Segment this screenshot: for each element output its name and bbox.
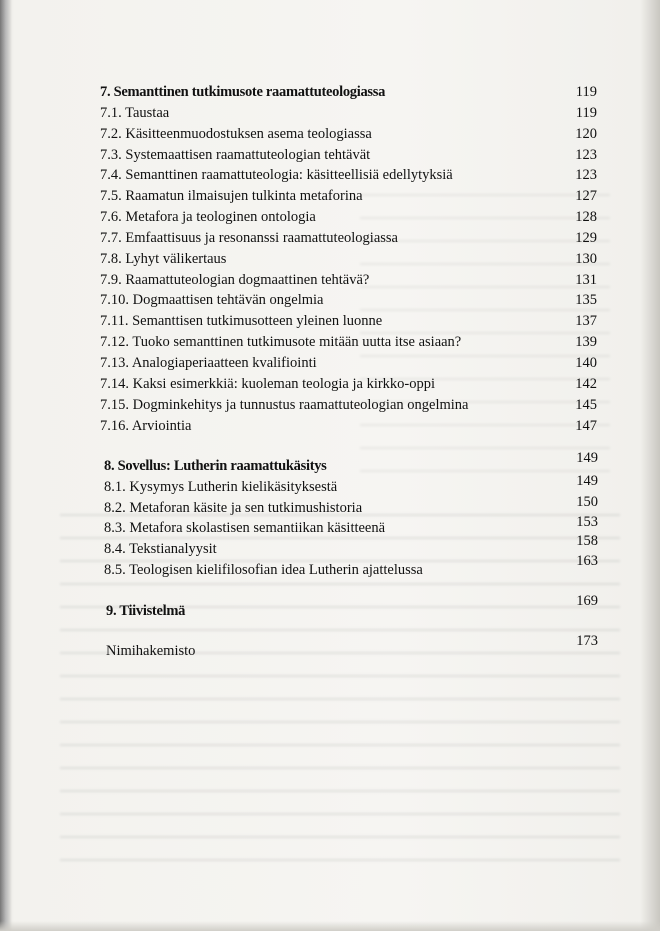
toc-entry-page: 145 — [575, 397, 597, 413]
toc-entry-title: 7.5. Raamatun ilmaisujen tulkinta metaforina — [100, 188, 363, 204]
toc-heading-page: 119 — [575, 84, 597, 100]
toc-entry-title: 7.7. Emfaattisuus ja resonanssi raamattuteologiassa — [100, 230, 398, 246]
toc-entry-title: 7.13. Analogiaperiaatteen kvalifiointi — [100, 355, 317, 371]
toc-entry — [0, 228, 660, 250]
toc-entry-title: 7.16. Arviointia — [100, 418, 192, 434]
toc-entry — [0, 332, 660, 354]
toc-entry-page: 123 — [575, 147, 597, 163]
toc-entry-title: 7.2. Käsitteenmuodostuksen asema teologiassa — [100, 126, 372, 142]
toc-heading-page: 149 — [576, 450, 598, 466]
toc-entry — [0, 416, 660, 438]
toc-entry-page: 140 — [575, 355, 597, 371]
toc-entry — [0, 353, 660, 375]
toc-heading-title: 8. Sovellus: Lutherin raamattukäsitys — [104, 458, 327, 474]
toc-entry — [0, 145, 660, 167]
toc-entry-page: 120 — [575, 126, 597, 142]
toc-entry — [0, 186, 660, 208]
toc-heading-page: 169 — [576, 593, 598, 609]
toc-entry-page: 147 — [575, 418, 597, 434]
toc-heading-index — [0, 633, 660, 663]
toc-entry-title: 7.3. Systemaattisen raamattuteologian tehtävät — [100, 147, 371, 163]
toc-entry-page: 130 — [575, 251, 597, 267]
toc-entry-page: 131 — [575, 272, 597, 288]
toc-entry-title: 7.6. Metafora ja teologinen ontologia — [100, 209, 316, 225]
toc-entry-page: 135 — [575, 292, 597, 308]
toc-entry — [0, 124, 660, 146]
toc-entry-title: 7.8. Lyhyt välikertaus — [100, 251, 227, 267]
toc-entry-title: 7.10. Dogmaattisen tehtävän ongelmia — [100, 292, 324, 308]
toc-entry-page: 128 — [575, 209, 597, 225]
toc-heading-7 — [0, 82, 660, 104]
toc-entry-page: 119 — [575, 105, 597, 121]
toc-entry-title: 7.12. Tuoko semanttinen tutkimusote mitään uutta itse asiaan? — [100, 334, 462, 350]
toc-entry-title: 7.14. Kaksi esimerkkiä: kuoleman teologia ja kirkko-oppi — [100, 376, 436, 392]
toc-entry — [0, 395, 660, 417]
toc-entry-title: 7.15. Dogminkehitys ja tunnustus raamattuteologian ongelmina — [100, 397, 469, 413]
toc-entry-title: 8.5. Teologisen kielifilosofian idea Lutherin ajattelussa — [104, 562, 423, 578]
toc-entry-title: 7.9. Raamattuteologian dogmaattinen tehtävä? — [100, 272, 370, 288]
toc-entry — [0, 249, 660, 271]
toc-heading-title: 7. Semanttinen tutkimusote raamattuteologiassa — [100, 84, 386, 100]
toc-entry — [0, 165, 660, 187]
toc-entry-title: 8.1. Kysymys Lutherin kielikäsityksestä — [104, 479, 338, 495]
toc-heading-title: Nimihakemisto — [106, 643, 196, 659]
toc-entry-page: 150 — [576, 494, 598, 510]
toc-entry-title: 7.1. Taustaa — [100, 105, 170, 121]
toc-entry — [0, 270, 660, 292]
toc-heading-9 — [0, 593, 660, 623]
toc-heading-page: 173 — [576, 633, 598, 649]
toc-entry — [0, 290, 660, 312]
toc-entry-title: 8.4. Tekstianalyysit — [104, 541, 217, 557]
toc-entry-page: 137 — [575, 313, 597, 329]
toc-entry-page: 139 — [575, 334, 597, 350]
toc-heading-title: 9. Tiivistelmä — [106, 603, 186, 619]
toc-entry — [0, 103, 660, 125]
toc-entry-page: 163 — [576, 553, 598, 569]
toc-entry-page: 123 — [575, 167, 597, 183]
toc-entry — [0, 374, 660, 396]
toc-entry — [0, 207, 660, 229]
toc-entry-page: 158 — [576, 533, 598, 549]
toc-entry-title: 7.4. Semanttinen raamattuteologia: käsitteellisiä edellytyksiä — [100, 167, 453, 183]
toc-entry — [0, 553, 660, 582]
toc-entry-page: 142 — [575, 376, 597, 392]
toc-entry-page: 127 — [575, 188, 597, 204]
toc-entry-title: 8.2. Metaforan käsite ja sen tutkimushistoria — [104, 500, 363, 516]
toc-entry-page: 129 — [575, 230, 597, 246]
toc-entry — [0, 311, 660, 333]
toc-entry-page: 149 — [576, 473, 598, 489]
page-bottom-edge — [0, 921, 660, 931]
toc-entry-title: 8.3. Metafora skolastisen semantiikan käsitteenä — [104, 520, 386, 536]
toc-entry-page: 153 — [576, 514, 598, 530]
toc-entry-title: 7.11. Semanttisen tutkimusotteen yleinen luonne — [100, 313, 383, 329]
